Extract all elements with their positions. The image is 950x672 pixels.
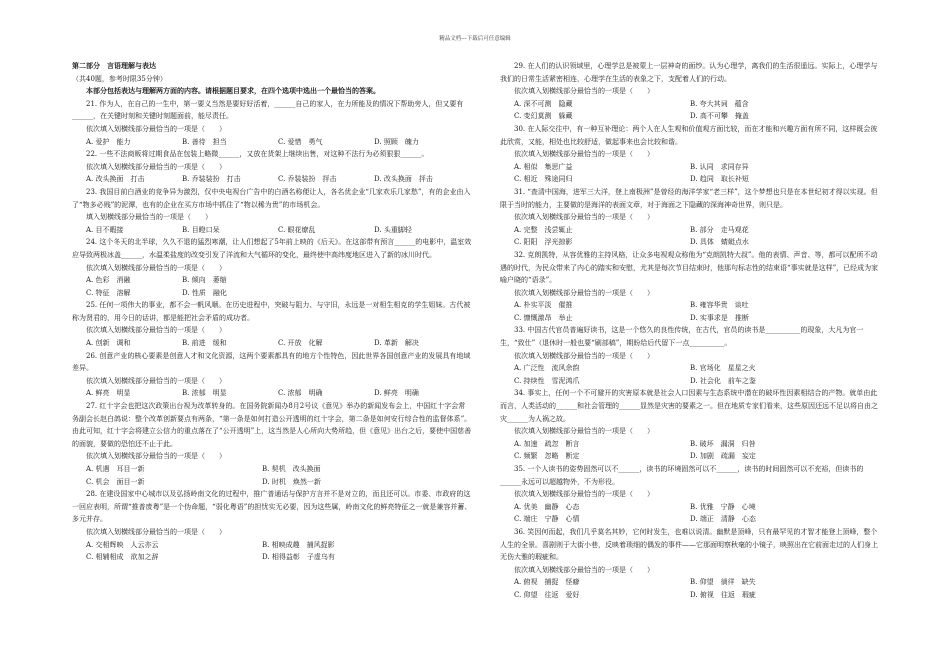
q34-options-row2 (500, 450, 880, 463)
section-title: 第二部分 言语理解与表达 (72, 61, 156, 70)
q35-options-row2 (500, 513, 880, 526)
question-25: 25. 任何一项伟大的事业，都不会一帆风顺。在历史进程中，突破与阻力、与守旧，永远是一对相生相克的学生姐妹。古代被称为贤君的，用今日的话讲，都是能把社会矛盾的成功者。 (72, 301, 471, 322)
question-28: 28. 在建设国家中心城市以及弘扬岭南文化的过程中，推广普通话与保护方言并不是对立的，而且还可以。市委、市政府的这一回应表明，所谓“推普废粤”是一个伪命题，“弱化粤语”的担忧实无必要，因为这些属，岭南文化的鲜亮特征之一就是兼容并蓄、多元并存。 (72, 490, 472, 524)
question-22: 22. 一些不法商贩将过期食品在包装上略微______，又放在货架上继续出售，对这种不法行为必须狠狠______。 (86, 150, 429, 159)
option-b[interactable]: B. 优雅 宁静 心境 (690, 502, 756, 511)
option-d[interactable]: D. 头重脚轻 (374, 225, 412, 234)
q23-prompt: 填入划横线部分最恰当的一项是（ ） (86, 213, 212, 222)
question-32: 32. 克朗凯特，从容优雅的主持风格，让众多电视观众称他为“克朗凯特大叔”。他的表情、声音、等，都可以配所不动遇的时代，为民众带来了内心的踏实和安慰，尤其是每次节目结束时，他那句标志性的结束语“事实就是这样”，已经成为家喻户晓的“语录”。 (500, 250, 879, 285)
question-31: 31. “查清中国海，进军三大洋，登上南极洲”是曾经的海洋学家“老三样”，这个梦想也只是在本世纪初才得以实现。但限于当时的能力，主要做的是海洋的表面文章，对于海面之下隐藏的深海神奇世界，则只是。 (500, 187, 878, 209)
option-c[interactable]: C. 特征 溶解 (86, 288, 131, 297)
option-d[interactable]: D. 加剧 疏漏 妄定 (690, 452, 756, 461)
option-a[interactable]: A. 加速 疏忽 断言 (514, 439, 580, 448)
question-30: 30. 在人际交往中，有一种互补理论：两个人在人生观和价值观方面比较，而在才能和兴趣方面有所不同，这样既会彼此欣赏，又能，相处也比较舒适，做起事来也会比较和谐。 (500, 124, 878, 146)
option-c[interactable]: C. 相辅相成 欲加之辞 (86, 553, 159, 562)
option-b[interactable]: B. 部分 走马观花 (690, 225, 749, 234)
option-c[interactable]: C. 爱惜 勇气 (278, 137, 323, 146)
option-b[interactable]: B. 认同 求同存异 (690, 162, 749, 171)
option-a[interactable]: A. 朴实平淡 催推 (514, 301, 573, 310)
option-c[interactable]: C. 端庄 宁静 心情 (514, 515, 580, 524)
option-d[interactable]: D. 革新 解决 (374, 339, 419, 348)
option-a[interactable]: A. 完整 浅尝辄止 (514, 225, 573, 234)
option-a[interactable]: A. 鲜亮 明显 (86, 389, 131, 398)
q24-prompt: 依次填入划横线部分最恰当的一项是（ ） (86, 263, 226, 272)
option-a[interactable]: A. 相似 集思广益 (514, 162, 573, 171)
q21-options (72, 136, 472, 149)
q22-prompt: 依次填入划横线部分最恰当的一项是（ ） (86, 162, 226, 171)
q22-options (72, 173, 472, 186)
option-a[interactable]: A. 色彩 消融 (86, 276, 131, 285)
q36-prompt: 依次填入划横线部分最恰当的一项是（ ） (514, 565, 654, 574)
option-d[interactable]: D. 性质 融化 (182, 288, 227, 297)
option-c[interactable]: C. 慷慨激昂 举止 (514, 313, 573, 322)
q29-prompt: 依次填入划横线部分最恰当的一项是（ ） (514, 87, 654, 96)
q36-options-row2 (500, 589, 880, 602)
question-27: 27. 红十字会也把这次政策出台视为改革转身的。在国务院新闻办8月2号议《意见》举办的新闻发布会上，中国红十字会常务副会长赵白鸽说：整个改革创新要点有两条，“第一条是如何打造公开透明的红十字会，第二条是如何安行综合性的监督体系”。由此可知，红十字会将建立公信力的重点落在了“公开透明”上，这当然是人心所向大势所趋，但《意见》出台之后，要使中国慈善的面貌，要做的恐怕还不止于此。 (72, 402, 472, 448)
option-c[interactable]: C. 阳阳 浮光掠影 (514, 238, 573, 247)
option-a[interactable]: A. 广泛性 流风余韵 (514, 364, 580, 373)
option-b[interactable]: B. 目瞪口呆 (182, 225, 220, 234)
q25-options (72, 337, 472, 350)
q28-options-row2 (72, 551, 472, 564)
q35-prompt: 依次填入划横线部分最恰当的一项是（ ） (514, 490, 654, 499)
option-a[interactable]: A. 机遇 耳目一新 (86, 465, 145, 473)
option-c[interactable]: C. 相近 殊途同归 (514, 175, 573, 184)
q27-options-row2 (72, 476, 472, 489)
q24-options (72, 274, 472, 287)
question-24: 24. 这个冬天的北半球，久久不退的猛烈寒潮，让人们想起了5年前上映的《后天》。在这部带有预言______的电影中，温室效应导致两极冰盖______，水温柔盐度的改变引发了洋流和大气循环的变化，最终使中高纬度地区进入了新的冰川时代。 (72, 238, 472, 259)
option-d[interactable]: D. 鲜亮 明确 (374, 389, 419, 398)
q30-options-row2 (500, 173, 880, 186)
option-d[interactable]: D. 实事求是 推断 (690, 313, 749, 322)
q34-prompt: 依次填入划横线部分最恰当的一项是（ ） (514, 427, 654, 436)
question-21: 21. 作为人，在自己的一生中，第一要义当然是要好好活着，______自己的家人，在力所能及的情况下帮助旁人，但又要有______，在关键时刻和关键时刻题面前，能尽责任。 (72, 99, 464, 121)
question-29: 29. 在人们的认识领域里，心理学总是被蒙上一层神奇的面纱。认为心理学，离我们的生活很遥远。实际上，心理学与我们的日常生活紧密相连，心理学在生活的表象之下，支配着人们的行动。 (500, 62, 878, 83)
q31-options (500, 224, 880, 237)
option-d[interactable]: D. 具体 蜻蜓点水 (690, 238, 749, 247)
option-b[interactable]: B. 倾向 萎缩 (182, 276, 227, 285)
question-26: 26. 创意产业的核心要素是创意人才和文化资源，这两个要素都具有的地方个性特色，因此世界各国创意产业的发展具有地域差异。 (72, 351, 471, 373)
option-b[interactable]: B. 契机 改头换面 (262, 465, 321, 473)
question-23: 23. 我国目前白酒业的竞争异为激烈，仅中央电视台广告中的白酒名称便让人，各名优企业“几家欢乐几家愁”，有的企业由入了“物多必贱”的泥潭，也有的企业在买方市场中抓住了“物以稀为贵”的市场机会。 (72, 187, 471, 209)
option-c[interactable]: C. 机会 面目一新 (86, 477, 145, 486)
q27-prompt: 依次填入划横线部分最恰当的一项是（ ） (86, 452, 226, 461)
option-a[interactable]: A. 创新 调和 (86, 339, 131, 348)
q36-options (500, 576, 880, 589)
q28-prompt: 依次填入划横线部分最恰当的一项是（ ） (86, 527, 226, 536)
option-d[interactable]: D. 社会化 前车之鉴 (690, 376, 756, 385)
option-b[interactable]: B. 仰望 徜徉 缺失 (690, 578, 756, 587)
q32-options-row2 (500, 312, 880, 325)
q32-prompt: 依次填入划横线部分最恰当的一项是（ ） (514, 288, 654, 297)
instruction: 本部分包括表达与理解两方面的内容。请根据题目要求，在四个选项中选出一个最恰当的答案。 (86, 86, 380, 96)
option-a[interactable]: A. 优美 幽静 心态 (514, 502, 580, 511)
q23-options (72, 224, 472, 237)
option-a[interactable]: A. 交相辉映 人云亦云 (86, 540, 159, 549)
option-d[interactable]: D. 端正 清静 心态 (690, 515, 756, 524)
option-c[interactable]: C. 浓郁 明确 (278, 389, 323, 398)
option-d[interactable]: D. 照顾 魄力 (374, 137, 419, 146)
option-c[interactable]: C. 持续性 雪泥鸿爪 (514, 376, 580, 385)
option-d[interactable]: D. 时机 焕然一新 (262, 477, 321, 486)
q29-options (500, 98, 880, 111)
q33-options-row2 (500, 375, 880, 388)
q26-prompt: 依次填入划横线部分最恰当的一项是（ ） (86, 376, 226, 385)
page-header: 精品文档---下载后可任意编辑 (439, 36, 511, 42)
q21-prompt: 依次填入划横线部分最恰当的一项是（ ） (86, 124, 226, 133)
option-b[interactable]: B. 夸大其词 蕴含 (690, 99, 749, 108)
option-a[interactable]: A. 改头换面 打击 (86, 175, 145, 184)
option-d[interactable]: D. 趋同 取长补短 (690, 175, 749, 184)
option-c[interactable]: C. 乔装装扮 抨击 (278, 175, 337, 184)
option-d[interactable]: D. 改头换面 抨击 (374, 175, 433, 184)
option-b[interactable]: B. 官场化 星星之火 (690, 364, 756, 373)
q35-options (500, 501, 880, 514)
option-b[interactable]: B. 相映成趣 捕风捉影 (262, 540, 335, 549)
q24-options-row2 (72, 287, 472, 300)
option-c[interactable]: C. 眼花缭乱 (278, 225, 316, 234)
q31-options-row2 (500, 236, 880, 249)
question-33: 33. 中国古代官员普遍好读书，这是一个悠久的良性传统，在古代，官员的读书是__________的现象，大凡为官一生，“致仕”（退休时一般也要“刷部稿”，期盼给后代留下一点__________。 (500, 326, 864, 348)
option-d[interactable]: D. 俯视 往返 瑕疵 (690, 590, 756, 599)
q28-options (72, 539, 472, 552)
option-c[interactable]: C. 开放 化解 (278, 339, 323, 348)
q30-prompt: 依次填入划横线部分最恰当的一项是（ ） (514, 150, 654, 159)
option-a[interactable]: A. 爱护 能力 (86, 137, 131, 146)
option-b[interactable]: B. 破坏 漏洞 归咎 (690, 439, 756, 448)
option-a[interactable]: A. 俯视 捕捉 怪癖 (514, 578, 580, 587)
option-d[interactable]: D. 高不可攀 掩盖 (690, 112, 749, 121)
q29-options-row2 (500, 110, 880, 123)
q34-options (500, 438, 880, 451)
question-34: 34. 事实上，任何一个不可避开的灾害原本就是社会人口因素与生态系统中潜在的破坏性因素相结合的产物。就单由此而言，人类活动的______和社会管理的______显然是灾害的要素之一。但在地质专家们看来，这些原因还远不足以将自由之灾______为人祸之故。 (500, 389, 878, 423)
q33-options (500, 362, 880, 375)
q31-prompt: 依次填入划横线部分最恰当的一项是（ ） (514, 213, 654, 222)
option-b[interactable]: B. 前进 缓和 (182, 339, 227, 348)
q32-options (500, 299, 880, 312)
q27-options (72, 463, 472, 476)
option-b[interactable]: B. 雍容华贵 谈吐 (690, 301, 749, 310)
option-d[interactable]: D. 相得益彰 子虚乌有 (262, 553, 335, 562)
option-b[interactable]: B. 善待 担当 (182, 137, 227, 146)
right-column (500, 60, 880, 602)
left-column (72, 60, 472, 564)
q30-options (500, 161, 880, 174)
question-36: 36. 笑因何而起，我们几乎莫名其妙，它何时发生，也难以说清。幽默是顶峰，只有最罕见的才智才能登上顶峰，整个人生的全景。喜剧则于大街小巷，反映着琐细的偶发的事件——它那面明察秋毫的小镜子，映照出在它前面走过的人们身上无伤大雅的瑕疵和。 (500, 527, 878, 562)
section-note: （共40题，参考时限35分钟） (72, 74, 167, 83)
q26-options (72, 387, 472, 400)
option-b[interactable]: B. 浓郁 明显 (182, 389, 227, 398)
option-a[interactable]: A. 深不可测 隐藏 (514, 99, 573, 108)
option-a[interactable]: A. 目不暇接 (86, 225, 124, 234)
option-c[interactable]: C. 变幻莫测 躲藏 (514, 112, 573, 121)
option-b[interactable]: B. 乔装装扮 打击 (182, 175, 241, 184)
q33-prompt: 依次填入划横线部分最恰当的一项是（ ） (514, 351, 654, 360)
option-c[interactable]: C. 仰望 往返 爱好 (514, 590, 580, 599)
option-c[interactable]: C. 频繁 忽略 断定 (514, 452, 580, 461)
q25-prompt: 依次填入划横线部分最恰当的一项是（ ） (86, 326, 226, 335)
question-35: 35. 一个人读书的姿势固然可以不______，读书的环境固然可以不______，读书的时间固然可以不充裕，但读书的______永远可以超越物外，不为形役。 (500, 465, 864, 486)
